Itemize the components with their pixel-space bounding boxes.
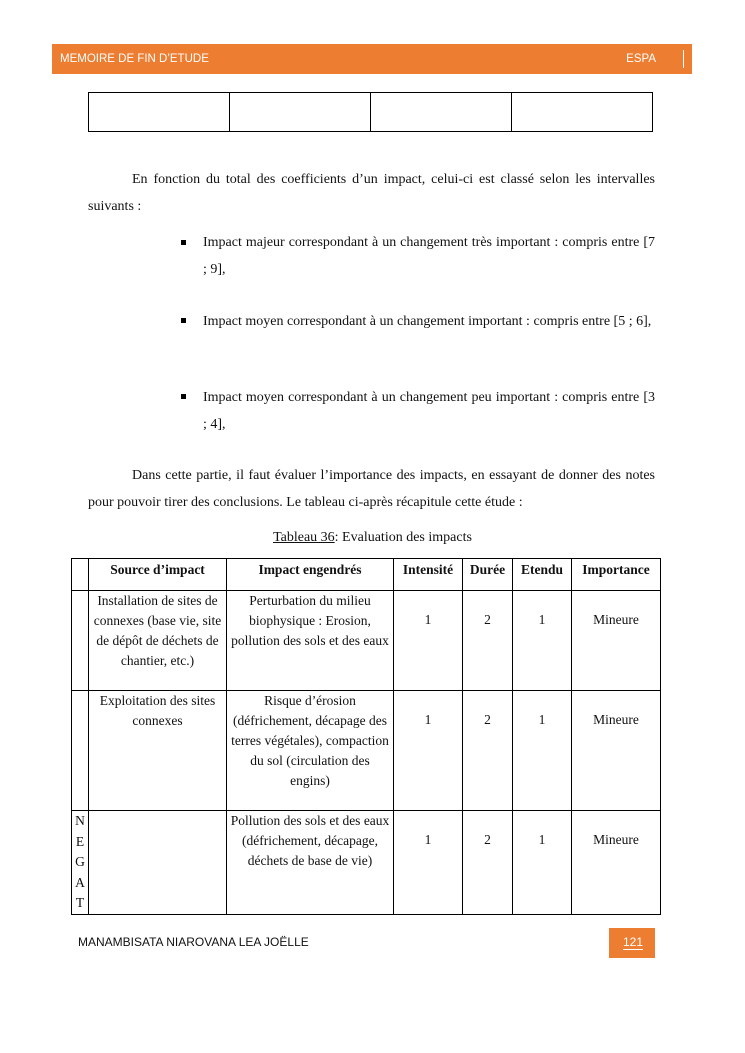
intensity-cell: 1	[394, 691, 463, 811]
header-title: MEMOIRE DE FIN D’ETUDE	[60, 53, 209, 65]
column-header: Etendu	[513, 559, 572, 591]
column-header: Importance	[572, 559, 661, 591]
impact-evaluation-table	[71, 558, 661, 915]
bullet-icon	[181, 240, 186, 245]
intensity-cell: 1	[394, 591, 463, 691]
analysis-paragraph: Dans cette partie, il faut évaluer l’importance des impacts, en essayant de donner des notes pour pouvoir tirer des conclusions. Le tableau ci-après récapitule cette étude :	[88, 468, 655, 510]
extent-cell: 1	[513, 811, 572, 915]
caption-text: : Evaluation des impacts	[334, 530, 472, 545]
bullet-icon	[181, 394, 186, 399]
table-row	[72, 691, 661, 811]
table-row	[72, 811, 661, 915]
table-row	[72, 591, 661, 691]
table-caption	[0, 530, 745, 546]
previous-table-end	[88, 92, 653, 132]
column-header: Impact engendrés	[227, 559, 394, 591]
page-header	[52, 44, 692, 74]
header-school: ESPA	[626, 53, 656, 65]
column-header: Durée	[463, 559, 513, 591]
intro-paragraph: En fonction du total des coefficients d’un impact, celui-ci est classé selon les intervalles suivants :	[88, 172, 655, 214]
bullet-item-2: Impact moyen correspondant à un changement important : compris entre [5 ; 6],	[203, 314, 652, 329]
header-divider	[683, 50, 684, 68]
impact-cell: Risque d’érosion (défrichement, décapage des terres végétales), compaction du sol (circulation des engins)	[227, 691, 394, 811]
category-cell	[72, 591, 89, 691]
category-cell	[72, 691, 89, 811]
duration-cell: 2	[463, 691, 513, 811]
category-vertical-text: N E G A T	[75, 813, 85, 910]
table-header-row	[72, 559, 661, 591]
duration-cell: 2	[463, 591, 513, 691]
extent-cell: 1	[513, 691, 572, 811]
importance-cell: Mineure	[572, 591, 661, 691]
source-cell	[89, 811, 227, 915]
impact-cell: Pollution des sols et des eaux (défrichement, décapage, déchets de base de vie)	[227, 811, 394, 915]
page-number-box	[609, 928, 655, 958]
column-header	[72, 559, 89, 591]
importance-cell: Mineure	[572, 691, 661, 811]
bullet-item-1: Impact majeur correspondant à un changement très important : compris entre [7 ; 9],	[203, 235, 655, 277]
duration-cell: 2	[463, 811, 513, 915]
source-cell: Exploitation des sites connexes	[89, 691, 227, 811]
bullet-icon	[181, 318, 186, 323]
intensity-cell: 1	[394, 811, 463, 915]
impact-cell: Perturbation du milieu biophysique : Erosion, pollution des sols et des eaux	[227, 591, 394, 691]
extent-cell: 1	[513, 591, 572, 691]
column-header: Intensité	[394, 559, 463, 591]
source-cell: Installation de sites de connexes (base vie, site de dépôt de déchets de chantier, etc.)	[89, 591, 227, 691]
importance-cell: Mineure	[572, 811, 661, 915]
caption-label: Tableau 36	[273, 530, 335, 545]
bullet-item-3: Impact moyen correspondant à un changement peu important : compris entre [3 ; 4],	[203, 390, 655, 432]
page-number: 121	[623, 935, 644, 949]
column-header: Source d’impact	[89, 559, 227, 591]
category-cell	[72, 811, 89, 915]
footer-author: MANAMBISATA NIAROVANA LEA JOËLLE	[78, 935, 309, 949]
